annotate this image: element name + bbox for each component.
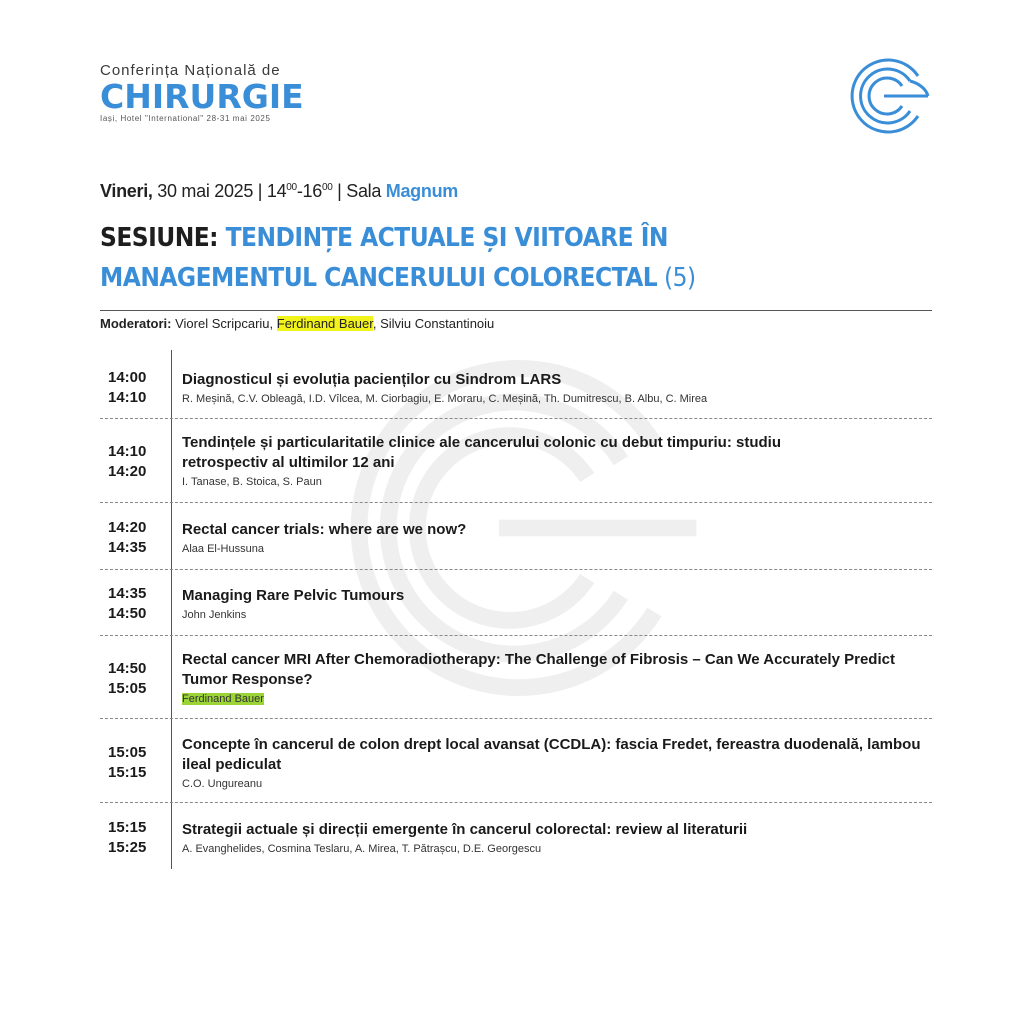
time-start: 14:20 xyxy=(108,519,147,536)
row-divider xyxy=(100,718,932,719)
time-start: 14:00 xyxy=(108,369,147,386)
row-divider xyxy=(100,635,932,636)
moderator-1: Viorel Scripcariu, xyxy=(171,316,277,331)
brand-title: CHIRURGIE xyxy=(100,77,304,116)
row-divider xyxy=(100,418,932,419)
time-column-divider xyxy=(171,350,172,869)
session-title xyxy=(100,218,820,298)
presentation-title: Managing Rare Pelvic Tumours xyxy=(182,587,405,604)
conference-branding xyxy=(100,62,304,124)
moderator-2-highlighted: Ferdinand Bauer xyxy=(276,316,373,331)
brand-subtitle: Conferința Națională de xyxy=(100,62,281,79)
presentation xyxy=(182,518,932,557)
session-date: 30 mai 2025 | 14 xyxy=(152,181,287,201)
presentation-title: Concepte în cancerul de colon drept local avansat (CCDLA): fascia Fredet, fereastra duodenală, lambou ileal pediculat xyxy=(182,736,921,773)
row-divider xyxy=(100,502,932,503)
time-start: 15:05 xyxy=(108,744,147,761)
conference-logo-icon xyxy=(838,56,930,136)
session-label: SESIUNE: xyxy=(100,223,226,253)
session-room-prefix: | Sala xyxy=(332,181,386,201)
presentation-authors xyxy=(182,691,932,707)
presentation-title: Strategii actuale și direcții emergente în cancerul colorectal: review al literaturii xyxy=(182,821,748,838)
presentation xyxy=(182,584,932,623)
time-end: 14:10 xyxy=(108,389,147,406)
presentation-authors: Alaa El-Hussuna xyxy=(182,543,264,555)
time-end: 14:50 xyxy=(108,605,147,622)
moderator-3: , Silviu Constantinoiu xyxy=(372,316,495,331)
time-start: 14:35 xyxy=(108,585,147,602)
presentation xyxy=(182,433,932,490)
presentation-authors: A. Evanghelides, Cosmina Teslaru, A. Mirea, T. Pătrașcu, D.E. Georgescu xyxy=(182,843,542,855)
session-count: (5) xyxy=(657,263,696,293)
session-room: Magnum xyxy=(385,181,458,201)
row-divider xyxy=(100,802,932,803)
presentation xyxy=(182,368,932,407)
session-end-minutes: 00 xyxy=(321,182,333,193)
author-highlighted: Ferdinand Bauer xyxy=(182,693,264,705)
presentation xyxy=(182,818,932,857)
session-start-minutes: 00 xyxy=(286,182,297,193)
time-end: 14:35 xyxy=(108,539,147,556)
presentation-authors: C.O. Ungureanu xyxy=(182,778,263,790)
presentation xyxy=(182,650,932,707)
time-end: 15:05 xyxy=(108,680,147,697)
brand-venue: Iași, Hotel "International" 28-31 mai 2025 xyxy=(100,114,271,123)
time-end: 15:25 xyxy=(108,839,147,856)
time-start: 15:15 xyxy=(108,819,147,836)
time-end: 14:20 xyxy=(108,463,147,480)
session-topic: TENDINȚE ACTUALE ȘI VIITOARE ÎN MANAGEMENTUL CANCERULUI COLORECTAL xyxy=(100,223,668,293)
presentation xyxy=(182,735,932,792)
moderators-label: Moderatori: xyxy=(100,316,172,331)
header-divider xyxy=(100,310,932,311)
session-end-hour: -16 xyxy=(296,181,322,201)
time-end: 15:15 xyxy=(108,764,147,781)
presentation-authors: R. Meșină, C.V. Obleagă, I.D. Vîlcea, M. Ciorbagiu, E. Moraru, C. Meșină, Th. Dumitrescu, B. Albu, C. Mirea xyxy=(182,393,708,405)
row-divider xyxy=(100,569,932,570)
presentation-title: Rectal cancer trials: where are we now? xyxy=(182,521,467,538)
session-date-line xyxy=(100,181,458,202)
session-day: Vineri, xyxy=(100,181,153,201)
presentation-authors: I. Tanase, B. Stoica, S. Paun xyxy=(182,476,322,488)
presentation-title: Tendințele și particularitatile clinice ale cancerului colonic cu debut timpuriu: studiu retrospectiv al ultimilor 12 ani xyxy=(182,434,782,471)
moderators-line xyxy=(100,316,494,331)
presentation-title: Diagnosticul și evoluția pacienților cu Sindrom LARS xyxy=(182,371,562,388)
presentation-title: Rectal cancer MRI After Chemoradiotherapy: The Challenge of Fibrosis – Can We Accurately Predict Tumor Response? xyxy=(182,651,895,688)
time-start: 14:10 xyxy=(108,443,147,460)
presentation-authors: John Jenkins xyxy=(182,609,247,621)
time-start: 14:50 xyxy=(108,660,147,677)
